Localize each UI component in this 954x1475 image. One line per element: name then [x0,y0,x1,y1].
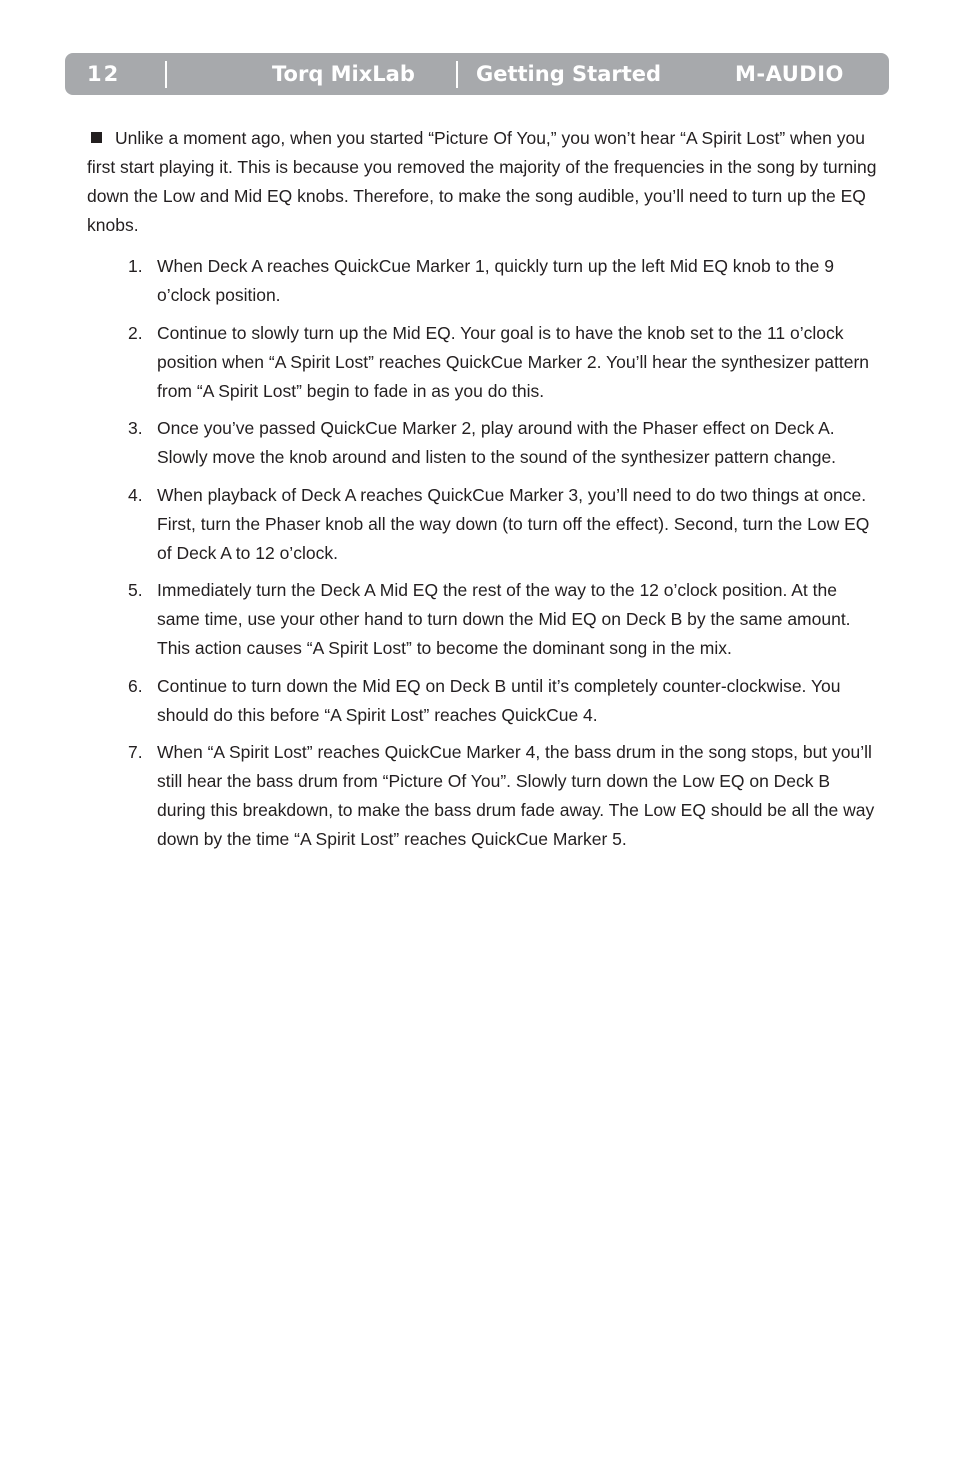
list-item [0,672,877,730]
page-header-bar [65,53,889,95]
steps-list [0,252,954,863]
step-number: 3. [128,418,143,438]
step-text: When playback of Deck A reaches QuickCue Marker 3, you’ll need to do two things at once. First, turn the Phaser knob all the way down (to turn off the effect). Second, turn the Low EQ of Deck A to 12 o’clock. [157,484,870,563]
step-text: Continue to slowly turn up the Mid EQ. Your goal is to have the knob set to the 11 o’clock position when “A Spirit Lost” reaches QuickCue Marker 2. You’ll hear the synthesizer pattern from “A Spirit Lost” begin to fade in as you do this. [157,322,870,401]
header-divider [456,61,458,88]
intro-paragraph [87,124,877,240]
step-number: 7. [128,742,143,762]
step-text: When “A Spirit Lost” reaches QuickCue Marker 4, the bass drum in the song stops, but you’ll still hear the bass drum from “Picture Of You”. Slowly turn down the Low EQ on Deck B during this breakdown, to make the bass drum fade away. The Low EQ should be all the way down by the time “A Spirit Lost” reaches QuickCue Marker 5. [157,742,875,849]
product-title: Torq MixLab [272,62,415,86]
step-text: Continue to turn down the Mid EQ on Deck B until it’s completely counter-clockwise. You should do this before “A Spirit Lost” reaches QuickCue 4. [157,675,841,725]
step-text: Once you’ve passed QuickCue Marker 2, play around with the Phaser effect on Deck A. Slowly move the knob around and listen to the sound of the synthesizer pattern change. [157,418,837,467]
list-item [0,252,877,310]
intro-text: Unlike a moment ago, when you started “Picture Of You,” you won’t hear “A Spirit Lost” when you first start playing it. This is because you removed the majority of the frequencies in the song by turning down the Low and Mid EQ knobs. Therefore, to make the song audible, you’ll need to turn up the EQ knobs. [87,128,877,235]
step-text: Immediately turn the Deck A Mid EQ the rest of the way to the 12 o’clock position. At the same time, use your other hand to turn down the Mid EQ on Deck B by the same amount. This action causes “A Spirit Lost” to become the dominant song in the mix. [157,580,851,658]
header-divider [165,61,167,88]
list-item [0,576,877,663]
step-number: 6. [128,675,143,696]
square-bullet-icon [91,132,102,143]
step-number: 5. [128,580,143,600]
step-number: 4. [128,484,143,505]
list-item [0,738,877,854]
step-number: 1. [128,256,143,276]
brand-logo: M-AUDIO [735,62,844,86]
page-number: 12 [87,62,121,86]
list-item [0,414,877,472]
step-number: 2. [128,322,143,343]
step-text: When Deck A reaches QuickCue Marker 1, quickly turn up the left Mid EQ knob to the 9 o’clock position. [157,256,834,305]
list-item [0,319,877,406]
section-title: Getting Started [476,62,662,86]
list-item [0,481,877,568]
